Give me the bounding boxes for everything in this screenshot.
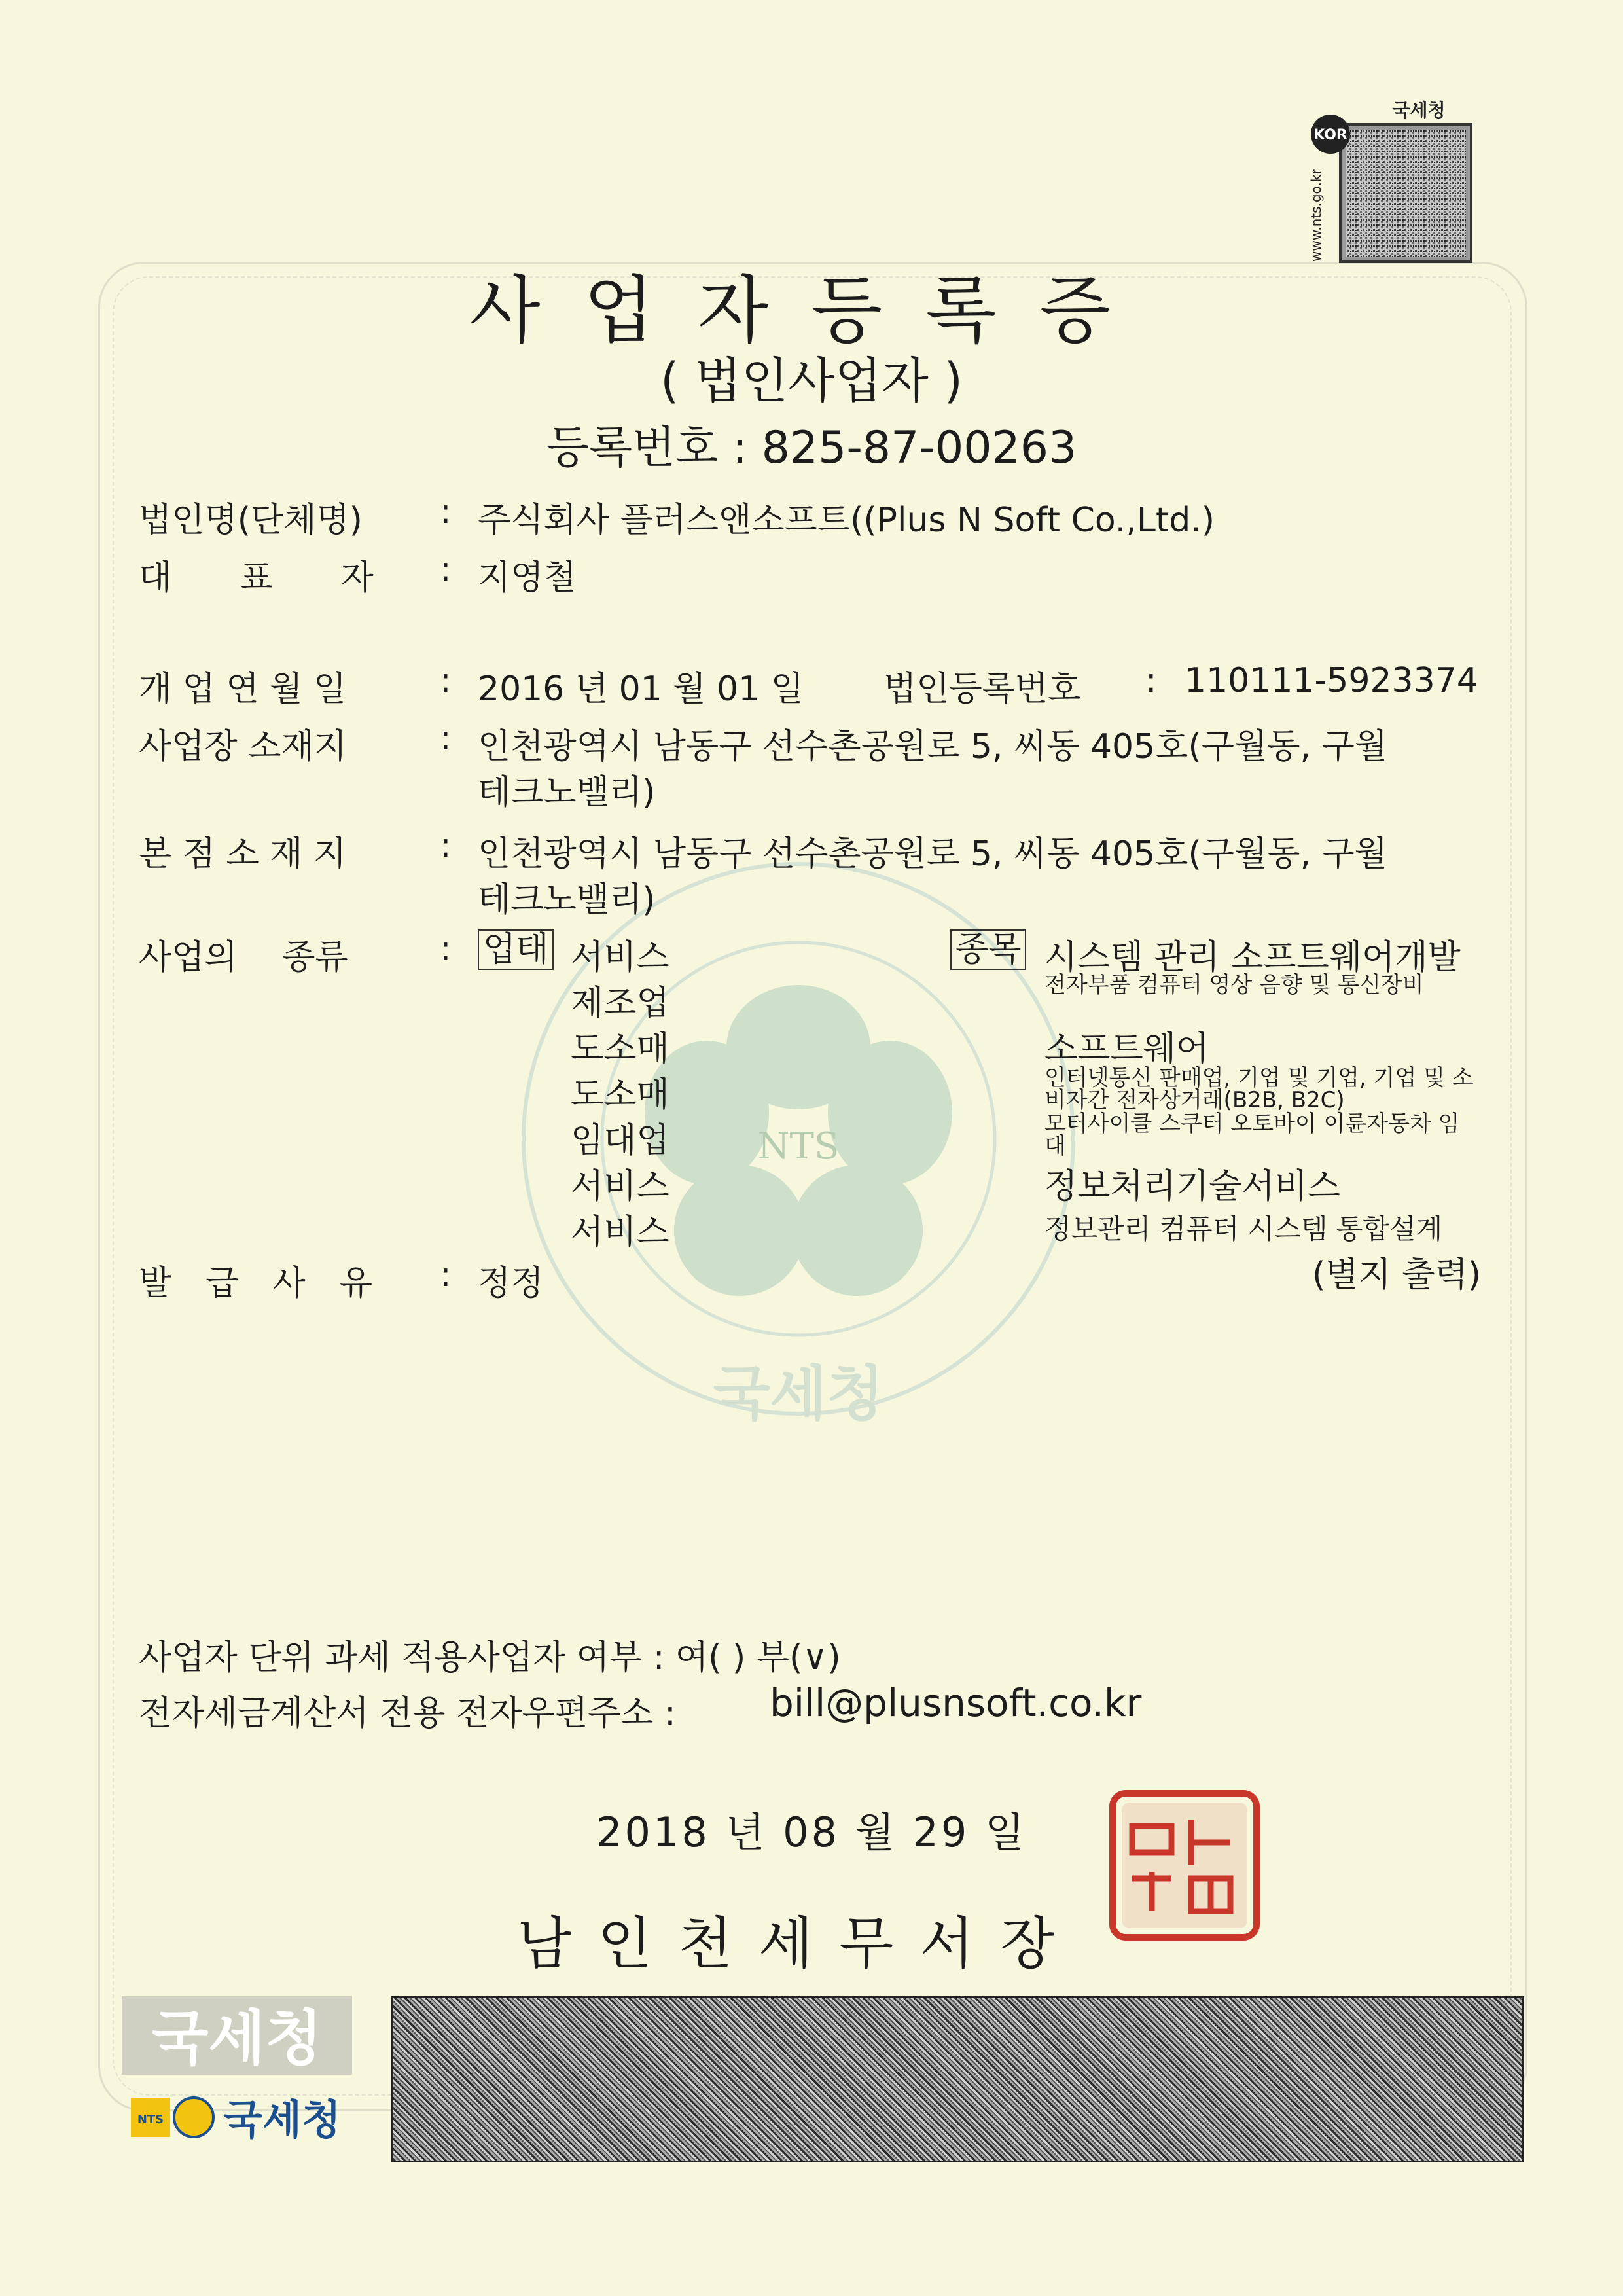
email-label: 전자세금계산서 전용 전자우편주소 : — [139, 1694, 676, 1733]
company-name-value: 주식회사 플러스앤소프트((Plus N Soft Co.,Ltd.) — [478, 501, 1215, 540]
category-item: 모터사이클 스쿠터 오토바이 이륜자동차 임대 — [1044, 1111, 1460, 1159]
colon: : — [440, 1255, 452, 1295]
colon: : — [440, 719, 452, 758]
hq-location-line2: 테크노밸리) — [478, 880, 656, 920]
business-type-label: 사업의 종류 — [139, 938, 348, 977]
document-title: 사업자등록증 — [469, 268, 1154, 353]
industry-item: 서비스 — [571, 1213, 669, 1252]
category-item: 소프트웨어 — [1044, 1030, 1209, 1069]
industry-item: 서비스 — [571, 938, 669, 977]
nts-logo-icon — [122, 1996, 352, 2153]
category-item: 정보관리 컴퓨터 시스템 통합설계 — [1044, 1213, 1443, 1245]
logo-badge-text: NTS — [137, 2113, 164, 2126]
colon: : — [1145, 661, 1157, 700]
industry-tag: 업태 — [478, 929, 554, 970]
category-item: 정보처리기술서비스 — [1044, 1167, 1341, 1206]
industry-item: 도소매 — [571, 1030, 669, 1069]
colon: : — [440, 661, 452, 700]
official-stamp-icon — [1106, 1787, 1263, 1944]
issue-date: 2018 년 08 월 29 일 — [596, 1808, 1027, 1856]
email-value: bill@plusnsoft.co.kr — [770, 1681, 1142, 1725]
security-pattern-bar — [391, 1996, 1524, 2162]
unit-tax-label: 사업자 단위 과세 적용사업자 여부 : 여( ) 부(∨) — [139, 1638, 841, 1677]
colon: : — [440, 492, 452, 531]
issue-reason-label: 발 급 사 유 — [139, 1264, 372, 1303]
company-name-label: 법인명(단체명) — [139, 501, 363, 540]
hq-location-line1: 인천광역시 남동구 선수촌공원로 5, 씨동 405호(구월동, 구월 — [478, 834, 1387, 874]
representative-label: 대 표 자 — [139, 558, 374, 598]
business-location-line2: 테크노밸리) — [478, 773, 656, 812]
kor-mark: KOR — [1313, 127, 1347, 143]
logo-small-text: 국세청 — [223, 2096, 341, 2144]
seal-agency-label: 국세청 — [1392, 99, 1446, 121]
issue-reason-value: 정정 — [478, 1264, 544, 1303]
document-subtitle: ( 법인사업자 ) — [660, 353, 963, 409]
category-item: 시스템 관리 소프트웨어개발 — [1044, 938, 1461, 977]
emblem-center: NTS — [757, 1125, 840, 1168]
separate-print-note: (별지 출력) — [1312, 1255, 1482, 1295]
industry-item: 임대업 — [571, 1121, 669, 1160]
opening-date-value: 2016 년 01 월 01 일 — [478, 670, 804, 709]
corp-reg-label: 법인등록번호 — [883, 670, 1081, 709]
opening-date-label: 개 업 연 월 일 — [139, 670, 347, 709]
qr-seal-icon — [1294, 98, 1478, 268]
category-tag: 종목 — [950, 929, 1026, 970]
seal-site: www.nts.go.kr — [1308, 169, 1324, 262]
emblem-bottom: 국세청 — [713, 1359, 884, 1427]
category-item: 전자부품 컴퓨터 영상 음향 및 통신장비 — [1044, 972, 1424, 998]
representative-value: 지영철 — [478, 558, 577, 598]
industry-item: 제조업 — [571, 984, 669, 1023]
colon: : — [440, 550, 452, 589]
business-location-label: 사업장 소재지 — [139, 727, 347, 766]
hq-location-label: 본 점 소 재 지 — [139, 834, 347, 874]
registration-number: 등록번호 : 825-87-00263 — [546, 422, 1077, 474]
industry-item: 서비스 — [571, 1167, 669, 1206]
corp-reg-value: 110111-5923374 — [1185, 661, 1478, 700]
logo-big-text: 국세청 — [151, 2004, 323, 2073]
category-item: 인터넷통신 판매업, 기업 및 기업, 기업 및 소비자간 전자상거래(B2B, B2C) — [1044, 1065, 1474, 1113]
issuing-office: 남인천세무서장 — [517, 1911, 1081, 1977]
business-location-line1: 인천광역시 남동구 선수촌공원로 5, 씨동 405호(구월동, 구월 — [478, 727, 1387, 766]
colon: : — [440, 826, 452, 865]
colon: : — [440, 929, 452, 969]
industry-item: 도소매 — [571, 1075, 669, 1115]
